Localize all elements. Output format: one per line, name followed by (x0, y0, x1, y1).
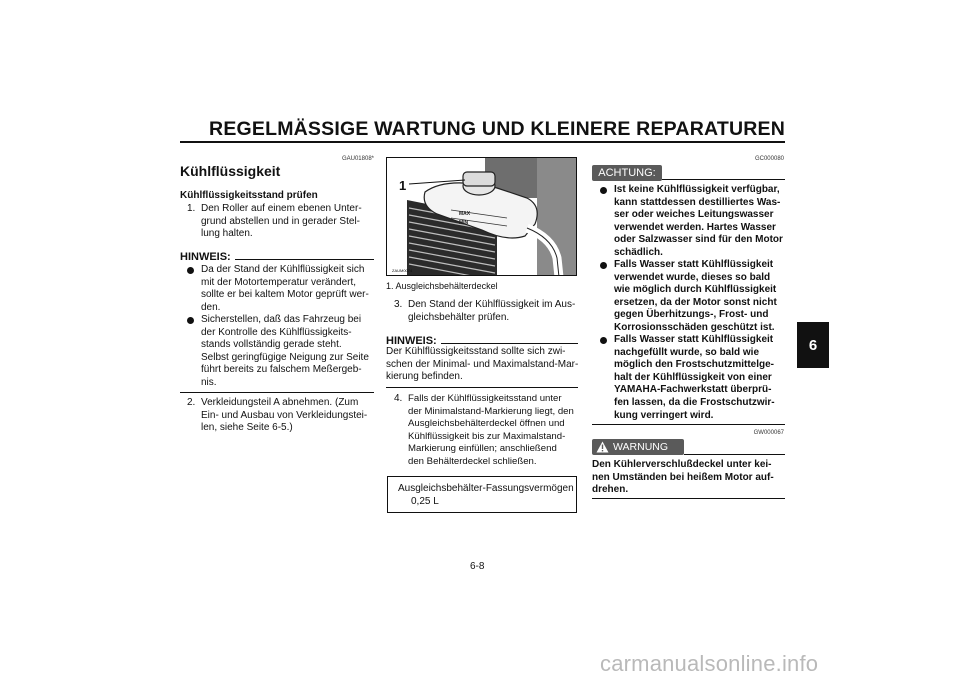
text-line: Ein- und Ausbau von Verkleidungstei- (201, 409, 368, 421)
chapter-tab: 6 (797, 322, 829, 368)
text-line: YAMAHA-Fachwerkstatt überprü- (614, 384, 772, 396)
text-line: der Minimalstand-Markierung liegt, den (408, 405, 574, 417)
text-line: nen Umständen bei heißem Motor auf- (592, 471, 774, 483)
bullet-icon (187, 267, 194, 274)
text-line: Sicherstellen, daß das Fahrzeug bei (201, 314, 362, 325)
text-line: nis. (201, 376, 217, 388)
callout-number: 1 (399, 178, 407, 193)
text-line: Korrosionsschäden geschützt ist. (614, 321, 775, 333)
figure-code: ZAUM0074 (392, 268, 413, 273)
achtung-end-rule (592, 424, 785, 425)
min-label: MIN (459, 220, 469, 226)
capacity-spec-box (387, 476, 577, 513)
text-line: führt bereits zu falschem Meßergeb- (201, 364, 362, 376)
reservoir-illustration (387, 158, 577, 276)
text-line: Den Stand der Kühlflüssigkeit im Aus- (408, 299, 576, 310)
text-line: fen lassen, da die Frostschutzwir- (614, 396, 775, 408)
page-title: REGELMÄSSIGE WARTUNG UND KLEINERE REPARATUREN (209, 118, 785, 140)
text-line: der Kontrolle des Kühlflüssigkeits- (201, 326, 352, 338)
text-line: den Behälterdeckel schließen. (408, 455, 537, 467)
spec-label: Ausgleichsbehälter-Fassungsvermögen (398, 483, 574, 494)
figure-caption: 1. Ausgleichsbehälterdeckel (386, 281, 498, 291)
text-line: Der Kühlflüssigkeitsstand sollte sich zwi- (386, 346, 566, 357)
page-number: 6-8 (470, 561, 485, 572)
hinweis-rule (235, 259, 374, 260)
text-line: schen der Minimal- und Maximalstand-Mar- (386, 358, 579, 370)
text-line: Den Kühlerverschlußdeckel unter kei- (592, 459, 772, 470)
text-line: mit der Motortemperatur verändert, (201, 276, 357, 288)
achtung-rule (662, 179, 785, 180)
text-line: verwendet wurde, dieses so bald (614, 271, 771, 283)
hinweis-rule (441, 343, 578, 344)
step-number: 1. (187, 203, 196, 214)
text-line: Markierung einfüllen; anschließend (408, 443, 557, 455)
achtung-code: GC000080 (754, 156, 784, 162)
text-line: grund abstellen und in gerader Stel- (201, 215, 360, 227)
hinweis-text (386, 346, 580, 384)
warnung-label: WARNUNG (613, 441, 669, 453)
text-line: Kühlflüssigkeit bis zur Maximalstand- (408, 430, 566, 442)
text-line: möglich den Frostschutzmittelge- (614, 359, 775, 371)
text-line: Falls Wasser statt Kühlflüssigkeit (614, 334, 774, 345)
text-line: lung halten. (201, 228, 253, 240)
text-line: verwendet werden. Hartes Wasser (614, 221, 776, 233)
text-line: kann stattdessen destilliertes Was- (614, 196, 781, 208)
text-line: len, siehe Seite 6-5.) (201, 422, 293, 434)
warnung-label-box (592, 439, 684, 455)
text-line: den. (201, 301, 221, 313)
warning-triangle-icon (596, 441, 609, 453)
text-line: oder Salzwasser sind für den Motor (614, 234, 783, 246)
text-line: sollte er bei kaltem Motor geprüft wer- (201, 289, 369, 301)
text-line: wie möglich durch Kühlflüssigkeit (614, 284, 777, 296)
hinweis-end-rule (386, 387, 578, 388)
section-heading: Kühlflüssigkeit (180, 163, 281, 179)
text-line: Falls der Kühlflüssigkeitsstand unter (408, 393, 562, 404)
warnung-text (592, 459, 787, 497)
text-line: ersetzen, da der Motor sonst nicht (614, 296, 777, 308)
warnung-rule (684, 454, 785, 455)
watermark: carmanualsonline.info (600, 651, 819, 676)
text-line: drehen. (592, 484, 629, 496)
warnung-end-rule (592, 498, 785, 499)
step-number: 4. (394, 393, 403, 404)
hinweis-label: HINWEIS: (180, 251, 231, 263)
subsection-heading: Kühlflüssigkeitsstand prüfen (180, 190, 318, 201)
text-line: stands vollständig gerade steht. (201, 339, 342, 351)
spec-value: 0,25 L (411, 496, 439, 507)
bullet-icon (600, 187, 607, 194)
text-line: kung verringert wird. (614, 409, 714, 421)
text-line: halt der Kühlflüssigkeit von einer (614, 371, 772, 383)
text-line: nachgefüllt wurde, so bald wie (614, 346, 760, 358)
text-line: Selbst geringfügige Neigung zur Seite (201, 351, 369, 363)
step-number: 2. (187, 397, 196, 408)
bullet-icon (187, 317, 194, 324)
text-line: gegen Überhitzungs-, Frost- und (614, 309, 769, 321)
text-line: ser oder weiches Leitungswasser (614, 209, 774, 221)
hinweis-label: HINWEIS: (386, 335, 437, 347)
title-underline (180, 141, 785, 143)
text-line: Falls Wasser statt Kühlflüssigkeit (614, 259, 774, 270)
bullet-icon (600, 337, 607, 344)
section-code: GAU01808* (341, 156, 374, 162)
text-line: kierung befinden. (386, 371, 463, 383)
text-line: gleichsbehälter prüfen. (408, 311, 510, 323)
text-line: Den Roller auf einem ebenen Unter- (201, 203, 362, 214)
text-line: Da der Stand der Kühlflüssigkeit sich (201, 264, 365, 275)
hinweis-end-rule (180, 392, 374, 393)
warnung-code: GW000067 (753, 430, 784, 436)
bullet-icon (600, 262, 607, 269)
text-line: schädlich. (614, 246, 663, 258)
max-label: MAX (459, 211, 471, 217)
text-line: Ist keine Kühlflüssigkeit verfügbar, (614, 184, 780, 195)
achtung-label: ACHTUNG: (592, 165, 662, 181)
text-line: Verkleidungsteil A abnehmen. (Zum (201, 397, 359, 408)
reservoir-figure (386, 157, 577, 276)
step-number: 3. (394, 299, 403, 310)
text-line: Ausgleichsbehälterdeckel öffnen und (408, 418, 565, 430)
